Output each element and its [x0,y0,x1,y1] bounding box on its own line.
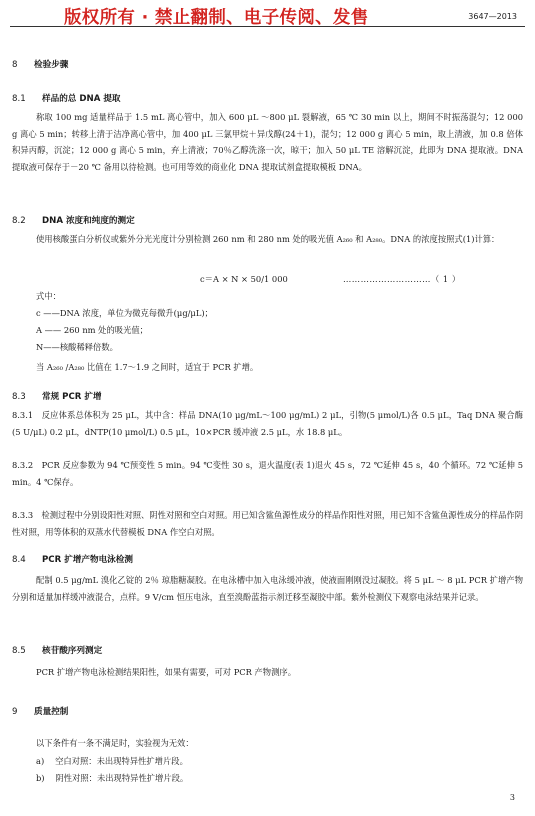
list-item: a) 空白对照：未出现特异性扩增片段。 [36,756,188,766]
section-title: 质量控制 [34,707,69,717]
equation-number: …………………………（ 1 ） [343,274,461,284]
where-label: 式中： [36,291,61,301]
section-number: 8.4 [12,555,26,565]
absorbance-ratio-note: 当 A₂₆₀ /A₂₈₀ 比值在 1.7～1.9 之间时，适宜于 PCR 扩增。 [36,362,259,372]
standard-number: 3647—2013 [468,12,517,21]
header-rule [10,26,525,27]
section-8-5-heading [12,644,102,656]
pcr-reaction-system-paragraph: 8.3.1 反应体系总体积为 25 μL，其中含：样品 DNA(10 μg/mL～100 μg/mL) 2 μL，引物(5 μmol/L)各 0.5 μL，Taq DNA 聚合酶(5 U/μL) 0.2 μL，dNTP(10 μmol/L) 0.5 μL，10×PCR 缓冲液 2.5 μL，水 18.8 μL。 [12,410,523,437]
pcr-parameters-paragraph: 8.3.2 PCR 反应参数为 94 ℃预变性 5 min。94 ℃变性 30 s，退火温度(表 1)退火 45 s，72 ℃延伸 45 s，40 个循环。72 ℃延伸 5 min。4 ℃保存。 [12,460,523,487]
section-9-heading [12,705,68,717]
section-number: 8 [12,60,18,70]
section-title: DNA 浓度和纯度的测定 [42,216,135,226]
section-8-3-heading [12,390,102,402]
section-number: 8.1 [12,94,26,104]
definition-a: A —— 260 nm 处的吸光值； [36,325,148,335]
pcr-controls-paragraph: 8.3.3 检测过程中分别设阳性对照、阴性对照和空白对照。用已知含鲨鱼源性成分的样品作阳性对照，用已知不含鲨鱼源性成分的样品作阴性对照，用等体积的双蒸水代替模板 DNA 作空白对照。 [12,510,523,537]
definition-c: c ——DNA 浓度，单位为微克每微升(μg/μL)； [36,308,213,318]
sequencing-paragraph: PCR 扩增产物电泳检测结果阳性，如果有需要，可对 PCR 产物测序。 [36,667,296,677]
definition-n: N——核酸稀释倍数。 [36,342,118,352]
section-number: 9 [12,707,18,717]
section-title: 核苷酸序列测定 [42,646,103,656]
section-8-2-heading [12,214,135,226]
dna-extraction-paragraph: 称取 100 mg 适量样品于 1.5 mL 离心管中，加入 600 μL ～800 μL 裂解液，65 ℃ 30 min 以上，期间不时振荡混匀；12 000 g 离心 5 min；转移上清于洁净离心管中，加 400 μL 三氯甲烷＋异戊醇(24＋1)，混匀；12 000 g 离心 5 min，取上清液，加 0.8 倍体积异丙醇，沉淀；12 000 g 离心 5 min，弃上清液；70％乙醇洗涤一次，晾干；加入 50 μL TE 溶解沉淀，此即为 DNA 提取液。DNA 提取液可保存于－20 ℃ 备用以待检测。也可用等效的商业化 DNA 提取试剂盒提取模板 DNA。 [12,112,523,172]
section-title: 常规 PCR 扩增 [42,392,102,402]
list-item: b) 阴性对照：未出现特异性扩增片段。 [36,773,189,783]
section-8-heading [12,58,68,70]
quality-control-intro: 以下条件有一条不满足时，实验视为无效： [36,738,194,748]
section-title: 检验步骤 [34,60,69,70]
dna-concentration-paragraph: 使用核酸蛋白分析仪或紫外分光光度计分别检测 260 nm 和 280 nm 处的吸光值 A₂₆₀ 和 A₂₈₀。DNA 的浓度按照式(1)计算： [36,234,500,244]
copyright-watermark: 版权所有 · 禁止翻制、电子传阅、发售 [64,8,369,28]
section-number: 8.5 [12,646,26,656]
section-title: 样品的总 DNA 提取 [42,94,121,104]
electrophoresis-paragraph: 配制 0.5 μg/mL 溴化乙锭的 2％ 琼脂糖凝胶。在电泳槽中加入电泳缓冲液，使液面刚刚没过凝胶。将 5 μL ～ 8 μL PCR 扩增产物分别和适量加样缓冲液混合，点样。9 V/cm 恒压电泳，直至溴酚蓝指示剂迁移至凝胶中部。紫外检测仪下观察电泳结果并记录。 [12,575,523,602]
section-number: 8.3 [12,392,26,402]
page-number: 3 [509,793,515,802]
concentration-formula: c＝A × N × 50/1 000 [200,274,288,284]
section-8-4-heading [12,553,133,565]
section-number: 8.2 [12,216,26,226]
section-8-1-heading [12,92,121,104]
section-title: PCR 扩增产物电泳检测 [42,555,133,565]
